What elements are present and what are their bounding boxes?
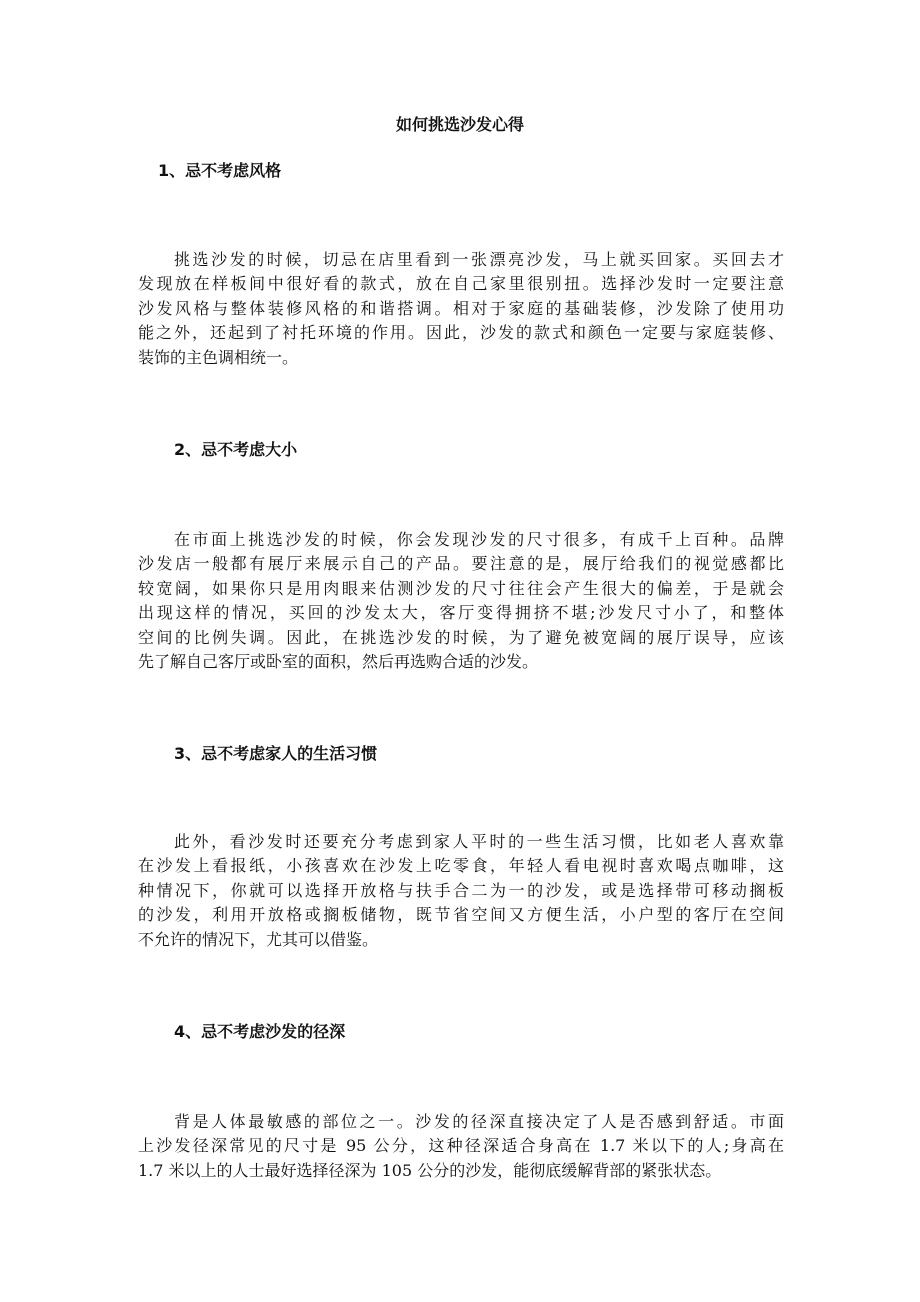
- paragraph-line: 先了解自己客厅或卧室的面积，然后再选购合适的沙发。: [138, 652, 539, 672]
- paragraph-line: 较宽阔，如果你只是用肉眼来估测沙发的尺寸往往会产生很大的偏差，于是就会: [138, 578, 784, 598]
- paragraph-line: 能之外，还起到了衬托环境的作用。因此，沙发的款式和颜色一定要与家庭装修、: [138, 323, 784, 343]
- section-3-paragraph: [138, 830, 784, 952]
- section-1-heading: 1、忌不考虑风格: [158, 161, 282, 180]
- paragraph-line: 背是人体最敏感的部位之一。沙发的径深直接决定了人是否感到舒适。市面: [174, 1112, 784, 1131]
- section-4-paragraph: [138, 1110, 784, 1183]
- paragraph-line: 空间的比例失调。因此，在挑选沙发的时候，为了避免被宽阔的展厅误导，应该: [138, 627, 784, 647]
- paragraph-line: 不允许的情况下，尤其可以借鉴。: [138, 929, 379, 949]
- paragraph-line: 的沙发，利用开放格或搁板储物，既节省空间又方便生活，小户型的客厅在空间: [138, 905, 784, 925]
- paragraph-line: 挑选沙发的时候，切忌在店里看到一张漂亮沙发，马上就买回家。买回去才: [174, 250, 784, 269]
- paragraph-line: 出现这样的情况，买回的沙发太大，客厅变得拥挤不堪;沙发尺寸小了，和整体: [138, 603, 784, 623]
- section-4-heading: 4、忌不考虑沙发的径深: [174, 1022, 346, 1041]
- paragraph-line: 上沙发径深常见的尺寸是 95 公分，这种径深适合身高在 1.7 米以下的人;身高在: [138, 1136, 784, 1156]
- paragraph-line: 装饰的主色调相统一。: [138, 347, 299, 367]
- section-3-heading: 3、忌不考虑家人的生活习惯: [174, 744, 378, 763]
- paragraph-line: 在市面上挑选沙发的时候，你会发现沙发的尺寸很多，有成千上百种。品牌: [174, 530, 784, 549]
- paragraph-line: 发现放在样板间中很好看的款式，放在自己家里很别扭。选择沙发时一定要注意: [138, 274, 784, 294]
- document-title: 如何挑选沙发心得: [395, 115, 524, 134]
- section-1-paragraph: [138, 248, 784, 370]
- paragraph-line: 沙发店一般都有展厅来展示自己的产品。要注意的是，展厅给我们的视觉感都比: [138, 554, 784, 574]
- paragraph-line: 在沙发上看报纸，小孩喜欢在沙发上吃零食，年轻人看电视时喜欢喝点咖啡，这: [138, 856, 784, 876]
- section-2-paragraph: [138, 528, 784, 674]
- paragraph-line: 沙发风格与整体装修风格的和谐搭调。相对于家庭的基础装修，沙发除了使用功: [138, 298, 784, 318]
- paragraph-line: 1.7 米以上的人士最好选择径深为 105 公分的沙发，能彻底缓解背部的紧张状态。: [138, 1160, 722, 1180]
- section-2-heading: 2、忌不考虑大小: [174, 440, 298, 459]
- paragraph-line: 此外，看沙发时还要充分考虑到家人平时的一些生活习惯，比如老人喜欢靠: [174, 832, 784, 851]
- paragraph-line: 种情况下，你就可以选择开放格与扶手合二为一的沙发，或是选择带可移动搁板: [138, 880, 784, 900]
